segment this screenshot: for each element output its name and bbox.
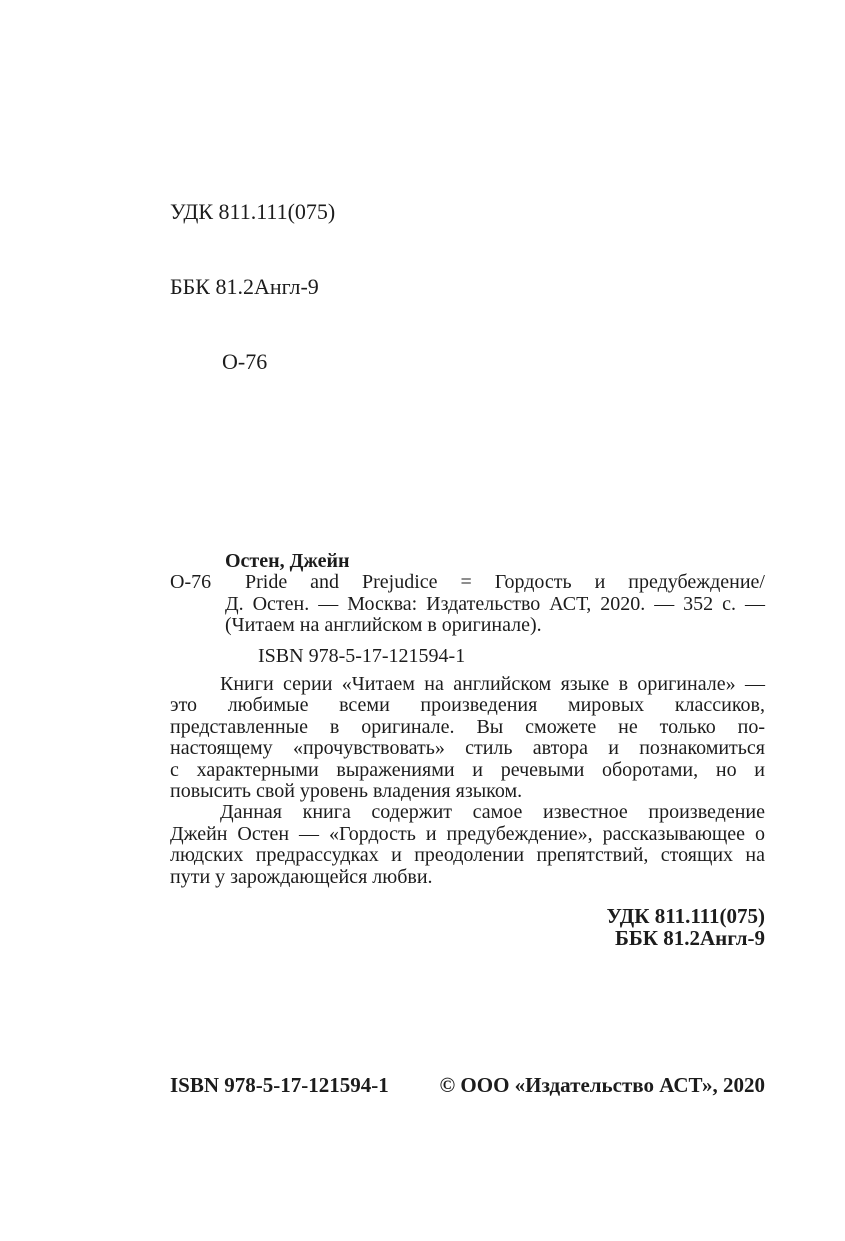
bib-line: Pride and Prejudice = Гордость и предубеждение/ (245, 571, 765, 594)
credits-bbk-line: ББК 81.2Англ-9 (614, 926, 765, 951)
footer-line (170, 1074, 765, 1096)
annotation-paragraph-1 (170, 674, 765, 802)
footer-copyright: © ООО «Издательство АСТ», 2020 (439, 1073, 765, 1097)
annotation-line: настоящему «прочувствовать» стиль автора и познакомиться (170, 737, 765, 760)
annotation-line: пути у зарождающейся любви. (170, 865, 433, 888)
udk-line: УДК 811.111(075) (170, 199, 336, 224)
catalog-card (170, 551, 765, 949)
author-code-line: О-76 (222, 349, 268, 374)
classification-block (170, 149, 335, 424)
credits-block (170, 905, 765, 949)
annotation-line: Данная книга содержит самое известное произведение (220, 801, 765, 824)
annotation-paragraph-2 (170, 802, 765, 888)
catalog-author: Остен, Джейн (225, 550, 350, 572)
catalog-isbn: ISBN 978-5-17-121594-1 (258, 644, 466, 667)
annotation-line: Джейн Остен — «Гордость и предубеждение», рассказывающее о (170, 822, 765, 845)
annotation-line: с характерными выражениями и речевыми оборотами, но и (170, 758, 765, 781)
annotation-line: представленные в оригинале. Вы сможете не только по- (170, 715, 765, 738)
annotation-line: Книги серии «Читаем на английском языке в оригинале» — (220, 673, 765, 696)
bib-line: (Читаем на английском в оригинале). (225, 614, 542, 637)
annotation-line: повысить свой уровень владения языком. (170, 780, 523, 803)
bib-line: Д. Остен. — Москва: Издательство АСТ, 2020. — 352 с. — (225, 592, 765, 615)
bbk-line: ББК 81.2Англ-9 (170, 274, 319, 299)
footer-isbn: ISBN 978-5-17-121594-1 (170, 1073, 389, 1097)
credits-udk-line: УДК 811.111(075) (606, 904, 765, 929)
annotation-line: людских предрассудках и преодолении препятствий, стоящих на (170, 844, 765, 867)
catalog-code: О-76 (170, 571, 212, 594)
annotation-line: это любимые всеми произведения мировых классиков, (170, 694, 765, 717)
